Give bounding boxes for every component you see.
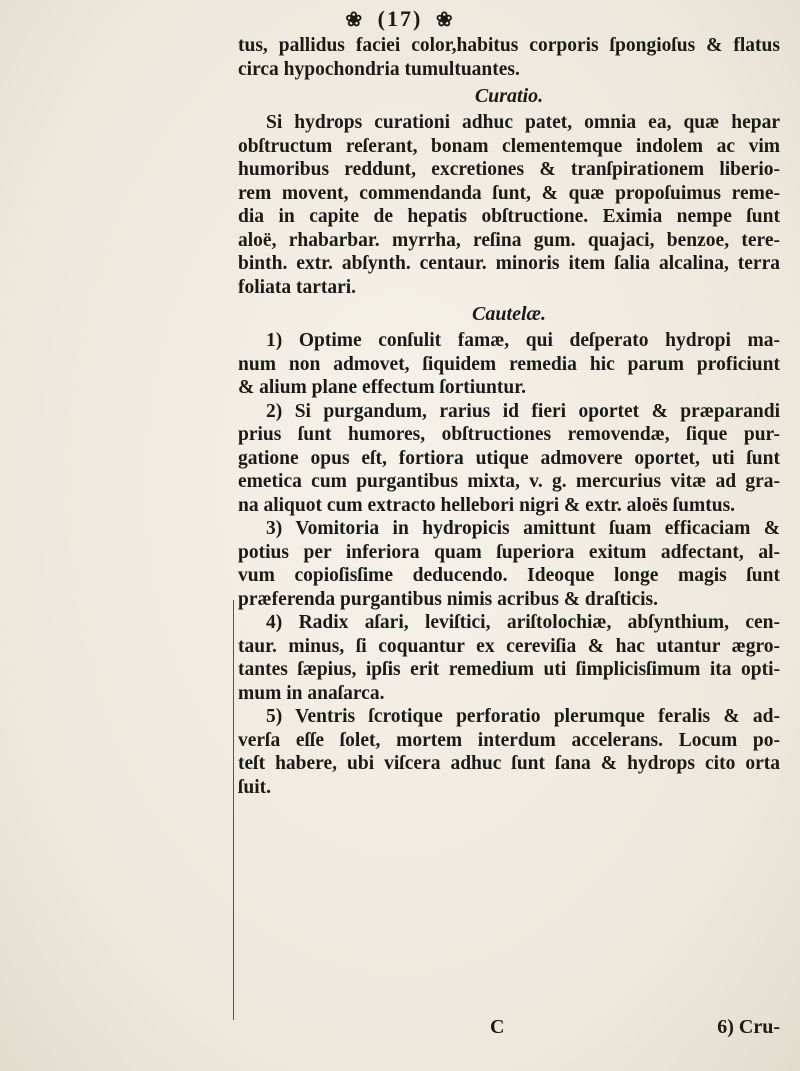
text-line: rem movent, commendanda ſunt, & quæ propoſuimus reme- [238, 182, 780, 204]
text-line: tus, pallidus faciei color,habitus corporis ſpongioſus & flatus [238, 35, 780, 56]
text-line: circa hypochondria tumultuantes. [238, 58, 520, 80]
text-line: ſuit. [238, 776, 272, 798]
cautela-item-1 [238, 329, 780, 400]
text-line: vum copioſisſime deducendo. Ideoque longe magis ſunt [238, 565, 780, 586]
flower-ornament-icon: ❀ [345, 9, 365, 31]
page-number: (17) [377, 6, 423, 31]
text-line: binth. extr. abſynth. centaur. minoris item ſalia alcalina, terra [238, 253, 780, 274]
cautela-item-5 [238, 705, 780, 799]
text-line: 5) Ventris ſcrotique perforatio plerumque feralis & ad- [266, 706, 780, 727]
cautela-item-4 [238, 611, 780, 705]
page-header [0, 6, 800, 32]
text-line: aloë, rhabarbar. myrrha, reſina gum. quajaci, benzoe, tere- [238, 229, 780, 251]
text-line: 2) Si purgandum, rarius id fieri oportet & præparandi [266, 400, 780, 422]
text-line: teſt habere, ubi viſcera adhuc ſunt ſana & hydrops cito orta [238, 753, 780, 774]
cautela-item-2 [238, 400, 780, 518]
page-footer [238, 1016, 780, 1042]
curatio-paragraph [238, 111, 780, 299]
text-line: dia in capite de hepatis obſtructione. Eximia nempe ſunt [238, 206, 780, 227]
text-line: 3) Vomitoria in hydropicis amittunt ſuam efficaciam & [266, 518, 780, 539]
page-margin-line [233, 600, 234, 1020]
catchword: 6) Cru- [717, 1016, 780, 1038]
text-line: taur. minus, ſi coquantur ex cereviſia & hac utantur ægro- [238, 635, 780, 657]
text-line: Si hydrops curationi adhuc patet, omnia ea, quæ hepar [266, 112, 780, 133]
text-line: foliata tartari. [238, 276, 357, 298]
flower-ornament-icon: ❀ [435, 9, 455, 31]
cautela-item-3 [238, 517, 780, 611]
text-line: na aliquot cum extracto hellebori nigri & extr. aloës ſumtus. [238, 494, 736, 516]
section-heading-cautelae: Cautelæ. [472, 303, 546, 325]
text-line: tantes ſæpius, ipſis erit remedium uti ſimplicisſimum ita opti- [238, 659, 780, 680]
text-line: emetica cum purgantibus mixta, v. g. mercurius vitæ ad gra- [238, 471, 780, 492]
text-line: & alium plane effectum ſortiuntur. [238, 377, 526, 398]
text-line: obſtructum reſerant, bonam clementemque indolem ac vim [238, 135, 780, 157]
page-body [238, 34, 780, 799]
section-heading-curatio: Curatio. [474, 85, 544, 107]
text-line: verſa eſſe ſolet, mortem interdum accelerans. Locum po- [238, 729, 780, 751]
text-line: potius per inferiora quam ſuperiora exitum adfectant, al- [238, 541, 780, 563]
text-line: præferenda purgantibus nimis acribus & draſticis. [238, 588, 659, 610]
text-line: 4) Radix aſari, leviſtici, ariſtolochiæ, abſynthium, cen- [266, 612, 780, 633]
text-line: mum in anaſarca. [238, 682, 385, 704]
text-line: num non admovet, ſiquidem remedia hic parum proficiunt [238, 353, 780, 375]
text-line: humoribus reddunt, excretiones & tranſpirationem liberio- [238, 159, 780, 180]
text-line: gatione opus eſt, fortiora utique admovere oportet, uti ſunt [238, 447, 780, 469]
text-line: 1) Optime conſulit famæ, qui deſperato hydropi ma- [266, 330, 780, 351]
signature-mark: C [490, 1016, 505, 1038]
text-line: prius ſunt humores, obſtructiones removendæ, ſique pur- [238, 424, 780, 445]
